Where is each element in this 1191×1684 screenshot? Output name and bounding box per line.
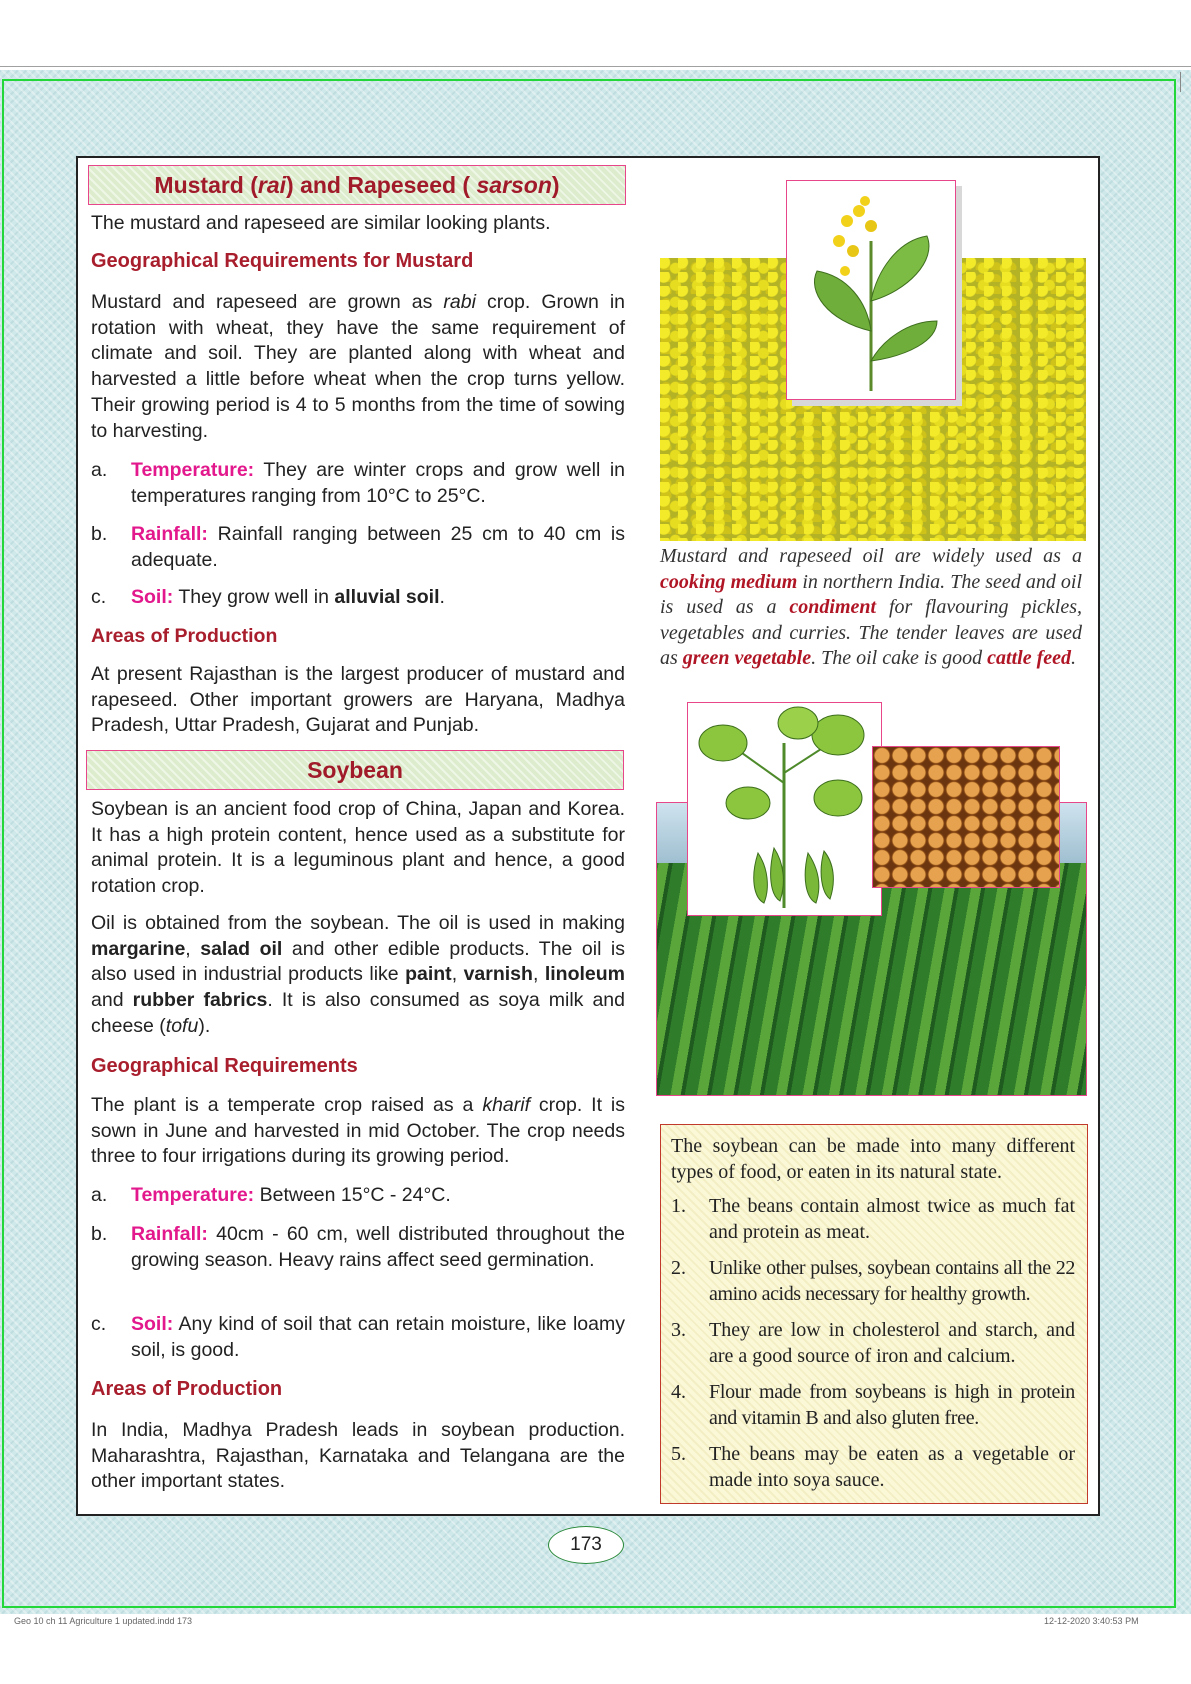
mustard-plant-icon: [787, 181, 955, 399]
soybean-plant-illustration: [687, 702, 882, 916]
crop-line: [0, 66, 1191, 67]
info-box-item: 4. Flour made from soybeans is high in protein and vitamin B and also gluten free.: [671, 1381, 1075, 1429]
mustard-rainfall-item: b. Rainfall: Rainfall ranging between 25 cm to 40 cm is adequate.: [91, 523, 625, 571]
mustard-temperature-item: a. Temperature: They are winter crops and grow well in temperatures ranging from 10°C to 25°C.: [91, 459, 625, 507]
soybean-heading: Soybean: [86, 750, 624, 790]
soybean-areas-paragraph: In India, Madhya Pradesh leads in soybean production. Maharashtra, Rajasthan, Karnataka and Telangana are the other important states.: [91, 1419, 625, 1493]
mustard-plant-illustration: [786, 180, 956, 400]
page-number: 173: [548, 1526, 624, 1564]
soybean-info-box: [660, 1124, 1088, 1504]
soybean-geo-paragraph: The plant is a temperate crop raised as a kharif crop. It is sown in June and harvested in mid October. The crop needs three to four irrigations during its growing period.: [91, 1094, 626, 1168]
info-box-item: 5. The beans may be eaten as a vegetable or made into soya sauce.: [671, 1443, 1075, 1491]
soybean-intro-paragraph: Soybean is an ancient food crop of China, Japan and Korea. It has a high protein content, hence used as a substitute for animal protein. It is a leguminous plant and hence, a good rotation crop.: [91, 798, 625, 898]
mustard-areas-paragraph: At present Rajasthan is the largest producer of mustard and rapeseed. Other important growers are Haryana, Madhya Pradesh, Uttar Pradesh, Gujarat and Punjab.: [91, 663, 625, 737]
soybean-rainfall-item: b. Rainfall: 40cm - 60 cm, well distributed throughout the growing season. Heavy rains affect seed germination.: [91, 1223, 625, 1271]
soybean-temperature-item: a. Temperature: Between 15°C - 24°C.: [91, 1184, 451, 1206]
slug-timestamp: 12-12-2020 3:40:53 PM: [1044, 1616, 1139, 1626]
soybean-seeds-photo: [872, 746, 1060, 888]
soybean-soil-item: c. Soil: Any kind of soil that can retain moisture, like loamy soil, is good.: [91, 1313, 625, 1361]
soybean-areas-heading: Areas of Production: [91, 1378, 283, 1400]
mustard-soil-item: c. Soil: They grow well in alluvial soil.: [91, 586, 445, 608]
mustard-heading: Mustard ( rai ) and Rapeseed ( sarson ): [88, 165, 626, 205]
soybean-geo-heading: Geographical Requirements: [91, 1055, 358, 1077]
soybean-oil-paragraph: Oil is obtained from the soybean. The oil is used in making margarine, salad oil and other edible products. The oil is also used in industrial products like paint, varnish, linoleum and rubber fabrics. It is also consumed as soya milk and cheese (tofu).: [91, 912, 626, 1037]
mustard-geo-paragraph: Mustard and rapeseed are grown as rabi crop. Grown in rotation with wheat, they have the same requirement of climate and soil. They are planted along with wheat and harvested a little before wheat when the crop turns yellow. Their growing period is 4 to 5 months from the time of sowing to harvesting.: [91, 291, 625, 442]
info-box-intro: The soybean can be made into many different types of food, or eaten in its natural state.: [671, 1135, 1075, 1183]
crop-mark: [1180, 72, 1181, 92]
mustard-caption: Mustard and rapeseed oil are widely used as a cooking medium in northern India. The seed and oil is used as a condiment for flavouring pickles, vegetables and curries. The tender leaves are used as green vegetable. The oil cake is good cattle feed.: [660, 545, 1082, 669]
mustard-intro: The mustard and rapeseed are similar looking plants.: [91, 212, 551, 234]
info-box-item: 1. The beans contain almost twice as much fat and protein as meat.: [671, 1195, 1075, 1243]
soybean-plant-icon: [688, 703, 881, 915]
info-box-item: 2. Unlike other pulses, soybean contains all the 22 amino acids necessary for healthy growth.: [671, 1257, 1075, 1305]
slug-filename: Geo 10 ch 11 Agriculture 1 updated.indd 173: [14, 1616, 192, 1626]
mustard-geo-heading: Geographical Requirements for Mustard: [91, 250, 474, 272]
info-box-item: 3. They are low in cholesterol and starch, and are a good source of iron and calcium.: [671, 1319, 1075, 1367]
mustard-areas-heading: Areas of Production: [91, 625, 278, 647]
